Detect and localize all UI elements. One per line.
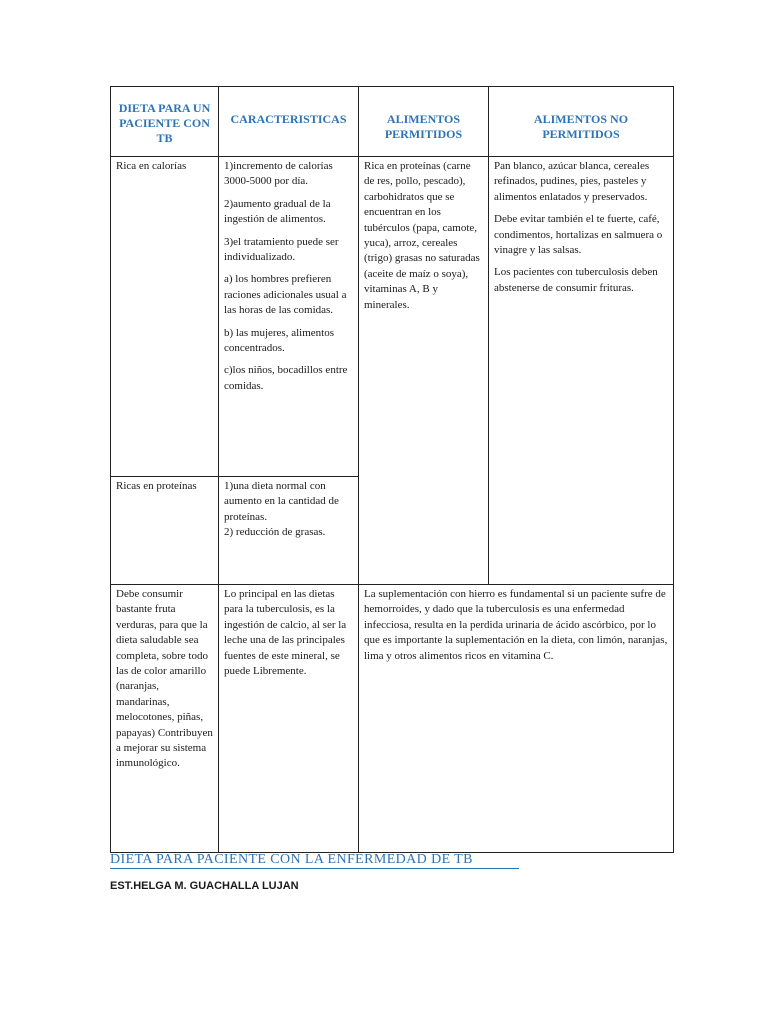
caracteristica-item: 2) reducción de grasas. [224,526,326,539]
diet-table [110,86,674,853]
frutas-text: Debe consumir bastante fruta verduras, para que la dieta saludable sea completa, sobre todo las de color amarillo (naranjas, mandarinas, melocotones, piñas, papayas) Contribuyen a mejorar su sistema inmunológico. [116,588,213,770]
header-caracteristicas: CARACTERISTICAS [219,87,359,157]
frutas-cell [111,585,219,853]
no-permitido-item: Pan blanco, azúcar blanca, cereales refinados, pudines, pies, pasteles y alimentos enlatados y preservados. [494,160,650,203]
table-row [111,585,674,853]
no-permitido-item: Los pacientes con tuberculosis deben abstenerse de consumir frituras. [494,266,658,294]
hierro-text: La suplementación con hierro es fundamental si un paciente sufre de hemorroides, y dado que la tuberculosis es una enfermedad infecciosa, resulta en la perdida urinaria de ácido ascórbico, por lo que es importante la suplementación en la dieta, con limón, naranjas, lima y otros alimentos ricos en vitamina C. [364,588,668,662]
table-row [111,157,674,477]
caracteristica-item: a) los hombres prefieren raciones adicionales usual a las horas de las comidas. [224,273,347,317]
permitidos-cell [359,157,489,585]
caracteristica-item: 3)el tratamiento puede ser individualizado. [224,235,339,263]
calcio-cell [219,585,359,853]
caracteristica-item: 2)aumento gradual de la ingestión de alimentos. [224,197,331,226]
author-name: EST.HELGA M. GUACHALLA LUJAN [110,880,299,892]
caracteristica-item: c)los niños, bocadillos entre comidas. [224,364,348,392]
document-caption: DIETA PARA PACIENTE CON LA ENFERMEDAD DE TB [110,851,519,869]
hierro-cell [359,585,674,853]
caracteristica-item: 1)incremento de calorías 3000-5000 por día. [224,160,333,188]
row-label-calorias [111,157,219,477]
calcio-text: Lo principal en las dietas para la tuberculosis, es la ingestión de calcio, al ser la leche una de las principales fuentes de este mineral, se puede Libremente. [224,588,347,677]
caracteristicas-cell [219,157,359,477]
permitidos-text: Rica en proteínas (carne de res, pollo, pescado), carbohidratos que se encuentran en los tubérculos (papa, camote, yuca), arroz, cereales (trigo) grasas no saturadas (aceite de maíz o soya), vitaminas A, B y minerales. [364,160,480,311]
header-no-permitidos: ALIMENTOS NO PERMITIDOS [489,87,674,157]
caracteristica-item: b) las mujeres, alimentos concentrados. [224,326,334,354]
caracteristicas-cell [219,477,359,585]
no-permitidos-cell [489,157,674,585]
table-header-row [111,87,674,157]
header-diet: DIETA PARA UN PACIENTE CON TB [111,87,219,157]
header-permitidos: ALIMENTOS PERMITIDOS [359,87,489,157]
no-permitido-item: Debe evitar también el te fuerte, café, condimentos, hortalizas en salmuera o vinagre y las salsas. [494,213,663,256]
caracteristica-item: 1)una dieta normal con aumento en la cantidad de proteínas. [224,480,339,523]
row-label-proteinas [111,477,219,585]
row-label-text: Rica en calorías [116,160,187,172]
row-label-text: Ricas en proteínas [116,480,197,492]
